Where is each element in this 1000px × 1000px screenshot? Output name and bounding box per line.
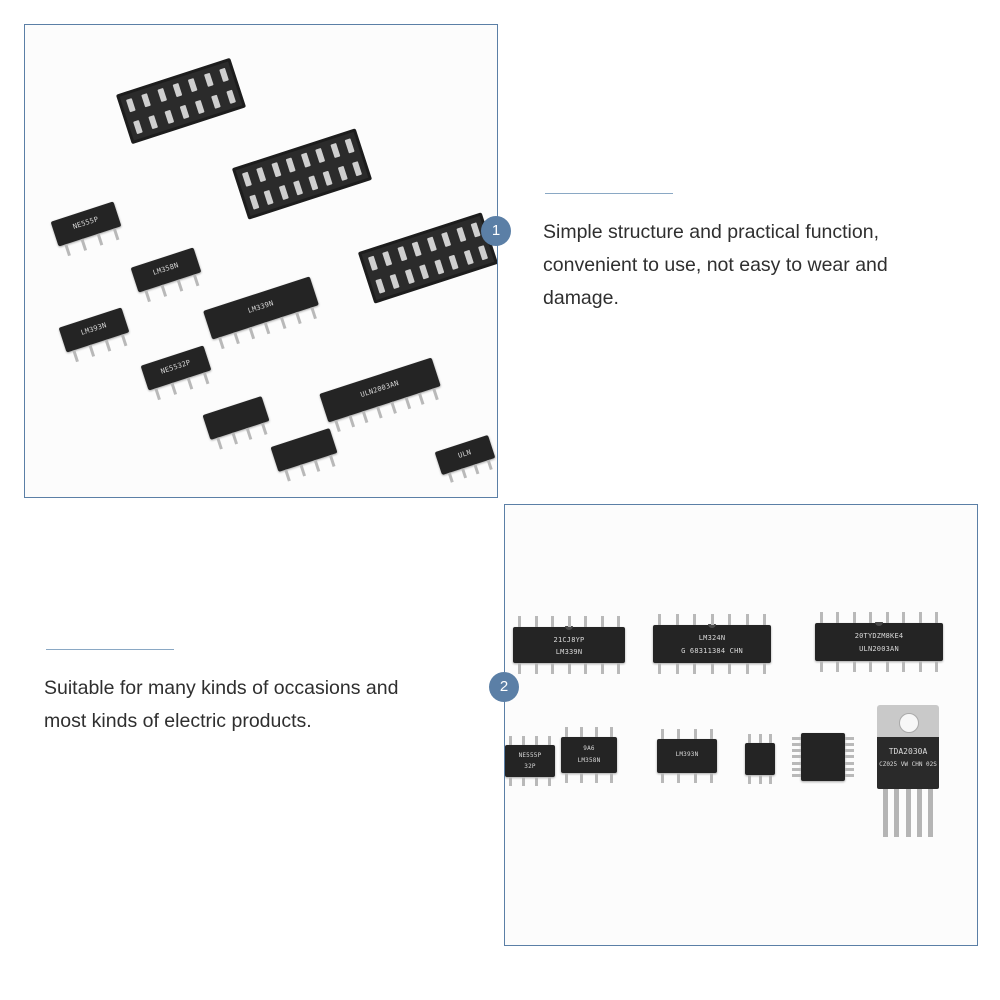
photo-2-content xyxy=(505,505,977,945)
dip-socket-top-right xyxy=(358,212,498,304)
chip-pins-bottom xyxy=(658,663,766,674)
chip-pins-left xyxy=(792,737,801,777)
chip-sublabel: LM339N xyxy=(555,648,583,656)
to220-mount-hole xyxy=(899,713,919,733)
dip-chip-lm339n xyxy=(513,627,625,663)
chip-pins-bottom xyxy=(144,274,199,302)
chip-pins-right xyxy=(845,737,854,777)
chip-pins-bottom xyxy=(154,372,209,400)
chip-label: 20TYDZM8KE4 xyxy=(854,632,904,640)
dip-socket-top-left xyxy=(116,58,246,145)
callout-1-marker: 1 xyxy=(481,216,511,246)
dip-chip-lm324n xyxy=(653,625,771,663)
chip-pins-bottom xyxy=(284,455,335,482)
chip-label: LM358N xyxy=(151,261,180,277)
to220-body xyxy=(877,737,939,789)
chip-label: ULN xyxy=(457,448,473,460)
dip-chip xyxy=(141,345,212,390)
dip-chip xyxy=(271,428,338,472)
dip-chip-8 xyxy=(657,739,717,773)
dip-chip xyxy=(131,247,202,292)
chip-pins-top xyxy=(820,612,938,623)
chip-pins-top xyxy=(658,614,766,625)
dip-chip xyxy=(59,307,130,352)
chip-label: NE555P xyxy=(71,215,100,231)
chip-pins-bottom xyxy=(661,773,713,783)
chip-label xyxy=(273,436,332,455)
dip-chip-14-small xyxy=(801,733,845,781)
chip-label: ULN2003AN xyxy=(359,379,400,399)
callout-2-marker: 2 xyxy=(489,672,519,702)
callout-2-text: Suitable for many kinds of occasions and most kinds of electric products. xyxy=(44,677,399,732)
chip-label: 21CJ8YP xyxy=(553,636,585,644)
chip-label: NE555P xyxy=(518,752,542,759)
chip-label: LM393N xyxy=(675,751,699,758)
to220-tda2030a xyxy=(877,705,939,845)
dip-chip-16 xyxy=(319,358,440,423)
to220-label: TDA2030A xyxy=(888,747,928,756)
chip-pins-top xyxy=(518,616,620,627)
product-photo-panel-1 xyxy=(24,24,498,498)
dip-chip-6 xyxy=(745,743,775,775)
chip-pins-bottom xyxy=(64,228,119,256)
chip-sublabel: 32P xyxy=(524,763,536,770)
dip-chip-14 xyxy=(203,276,319,339)
dip-socket-top-middle xyxy=(232,128,372,220)
chip-sublabel: LM358N xyxy=(577,757,601,764)
chip-pins-bottom xyxy=(565,773,613,783)
chip-pins-top xyxy=(509,736,551,745)
callout-1-text: Simple structure and practical function, convenient to use, not easy to wear and damage. xyxy=(543,221,888,309)
chip-pins-top xyxy=(565,727,613,737)
callout-2-rule xyxy=(46,649,174,650)
chip-pins-top xyxy=(661,729,713,739)
chip-sublabel: ULN2003AN xyxy=(859,645,899,653)
chip-label: NE5532P xyxy=(159,358,192,376)
chip-pins-bottom xyxy=(72,334,127,362)
chip-pins-bottom xyxy=(509,777,551,786)
dip-chip-uln2003an xyxy=(815,623,943,661)
chip-label xyxy=(205,404,264,423)
dip-chip xyxy=(203,396,270,440)
dip-chip-8 xyxy=(505,745,555,777)
dip-chip-8 xyxy=(561,737,617,773)
chip-pins-top xyxy=(748,734,772,743)
chip-pins-bottom xyxy=(748,775,772,784)
product-photo-panel-2 xyxy=(504,504,978,946)
chip-pins-bottom xyxy=(820,661,938,672)
dip-chip xyxy=(51,201,122,246)
to220-sublabel: CZ025 VW CHN 02S xyxy=(879,761,937,768)
chip-label: LM339N xyxy=(246,299,275,315)
chip-pins-bottom xyxy=(518,663,620,674)
chip-pins-bottom xyxy=(216,423,267,450)
chip-label: LM324N xyxy=(698,634,726,642)
photo-1-content xyxy=(25,25,497,497)
chip-sublabel: G 68311384 CHN xyxy=(681,647,743,655)
chip-pins-bottom xyxy=(448,460,493,483)
chip-label: 9A6 xyxy=(583,745,595,752)
callout-1-rule xyxy=(545,193,673,194)
to220-legs xyxy=(883,789,933,837)
chip-label: LM393N xyxy=(79,321,108,337)
dip-chip xyxy=(435,435,496,475)
